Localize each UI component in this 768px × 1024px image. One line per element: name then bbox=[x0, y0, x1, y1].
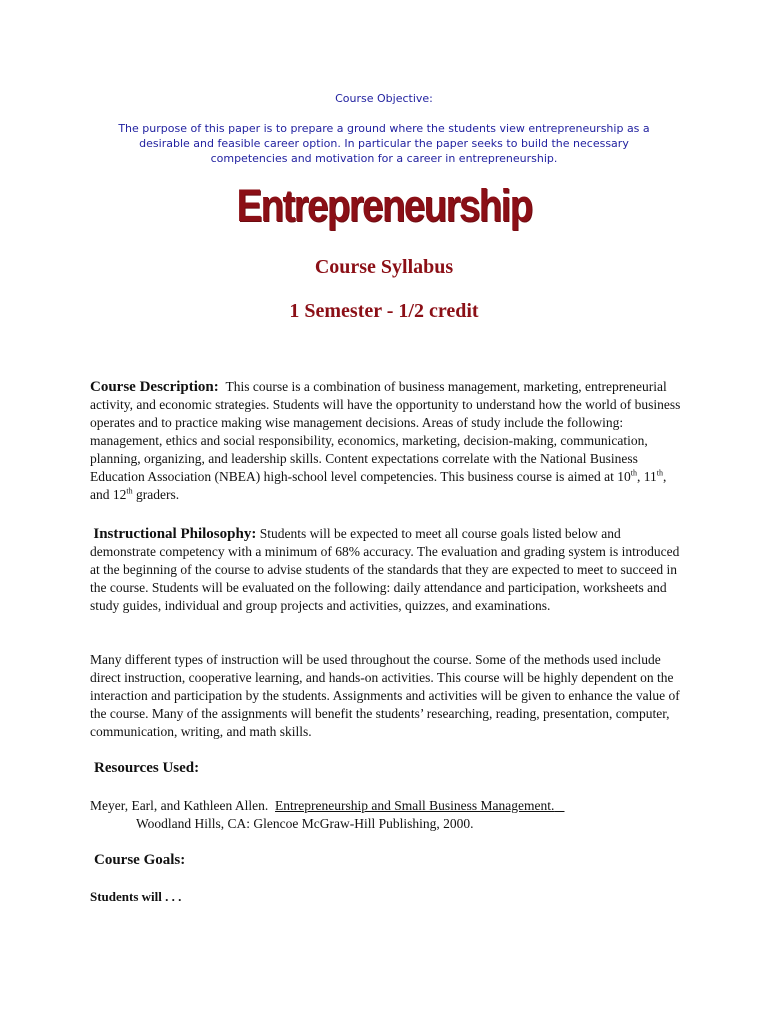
grades-tail: graders. bbox=[132, 487, 180, 502]
grade-separator-2: , and bbox=[90, 469, 667, 502]
course-goals-heading: Course Goals: bbox=[94, 852, 186, 868]
citation-authors: Meyer, Earl, and Kathleen Allen. bbox=[90, 798, 269, 813]
instructional-philosophy-paragraph bbox=[90, 525, 684, 615]
course-description-paragraph bbox=[90, 378, 684, 504]
grade-10-suffix: th bbox=[630, 468, 637, 478]
course-description-label: Course Description: bbox=[90, 379, 219, 395]
course-objective-heading: Course Objective: bbox=[335, 92, 433, 105]
grade-12: 12 bbox=[112, 487, 127, 502]
grade-10: 10 bbox=[617, 469, 631, 484]
students-will-intro: Students will . . . bbox=[90, 889, 182, 904]
grade-11: 11 bbox=[643, 469, 657, 484]
document-subtitle: Course Syllabus bbox=[314, 256, 454, 278]
grade-12-suffix: th bbox=[126, 486, 133, 496]
course-description-text: This course is a combination of business management, marketing, entrepreneurial activity, and economic strategies. Students will have the opportunity to understand how the world of business operates and to practice making wise management decisions. Areas of study include the following: management, ethics and social responsibility, economics, marketing, decision-making, communication, planning, organizing, and leadership skills. Content expectations correlate with the National Business Education Association (NBEA) high-school level competencies. This business course is aimed at bbox=[90, 379, 681, 484]
document-title: Entrepreneurship bbox=[236, 180, 532, 231]
grade-11-suffix: th bbox=[656, 468, 663, 478]
resources-heading: Resources Used: bbox=[94, 760, 200, 776]
instructional-philosophy-label: Instructional Philosophy: bbox=[93, 526, 257, 542]
citation-book-title: Entrepreneurship and Small Business Management. bbox=[275, 798, 555, 813]
credit-line: 1 Semester - 1/2 credit bbox=[289, 300, 479, 322]
course-objective-text: The purpose of this paper is to prepare a ground where the students view entrepreneurship as a desirable and feasible career option. In particular the paper seeks to build the necessary competencies and motivation for a career in entrepreneurship. bbox=[118, 122, 650, 165]
citation-line-1 bbox=[90, 797, 564, 815]
grade-separator-1: , bbox=[637, 469, 644, 484]
instruction-methods-paragraph: Many different types of instruction will be used throughout the course. Some of the methods used include direct instruction, cooperative learning, and hands-on activities. This course will be highly dependent on the interaction and participation by the students. Assignments and activities will be given to enhance the value of the course. Many of the assignments will benefit the students’ researching, reading, presentation, computer, communication, writing, and math skills. bbox=[90, 652, 680, 739]
instructional-philosophy-text: Students will be expected to meet all course goals listed below and demonstrate competency with a minimum of 68% accuracy. The evaluation and grading system is introduced at the beginning of the course to advise students of the standards that they are expected to meet to succeed in the course. Students will be evaluated on the following: daily attendance and participation, worksheets and study guides, individual and group projects and activities, quizzes, and examinations. bbox=[90, 526, 680, 613]
citation-publisher: Woodland Hills, CA: Glencoe McGraw-Hill Publishing, 2000. bbox=[136, 816, 474, 831]
